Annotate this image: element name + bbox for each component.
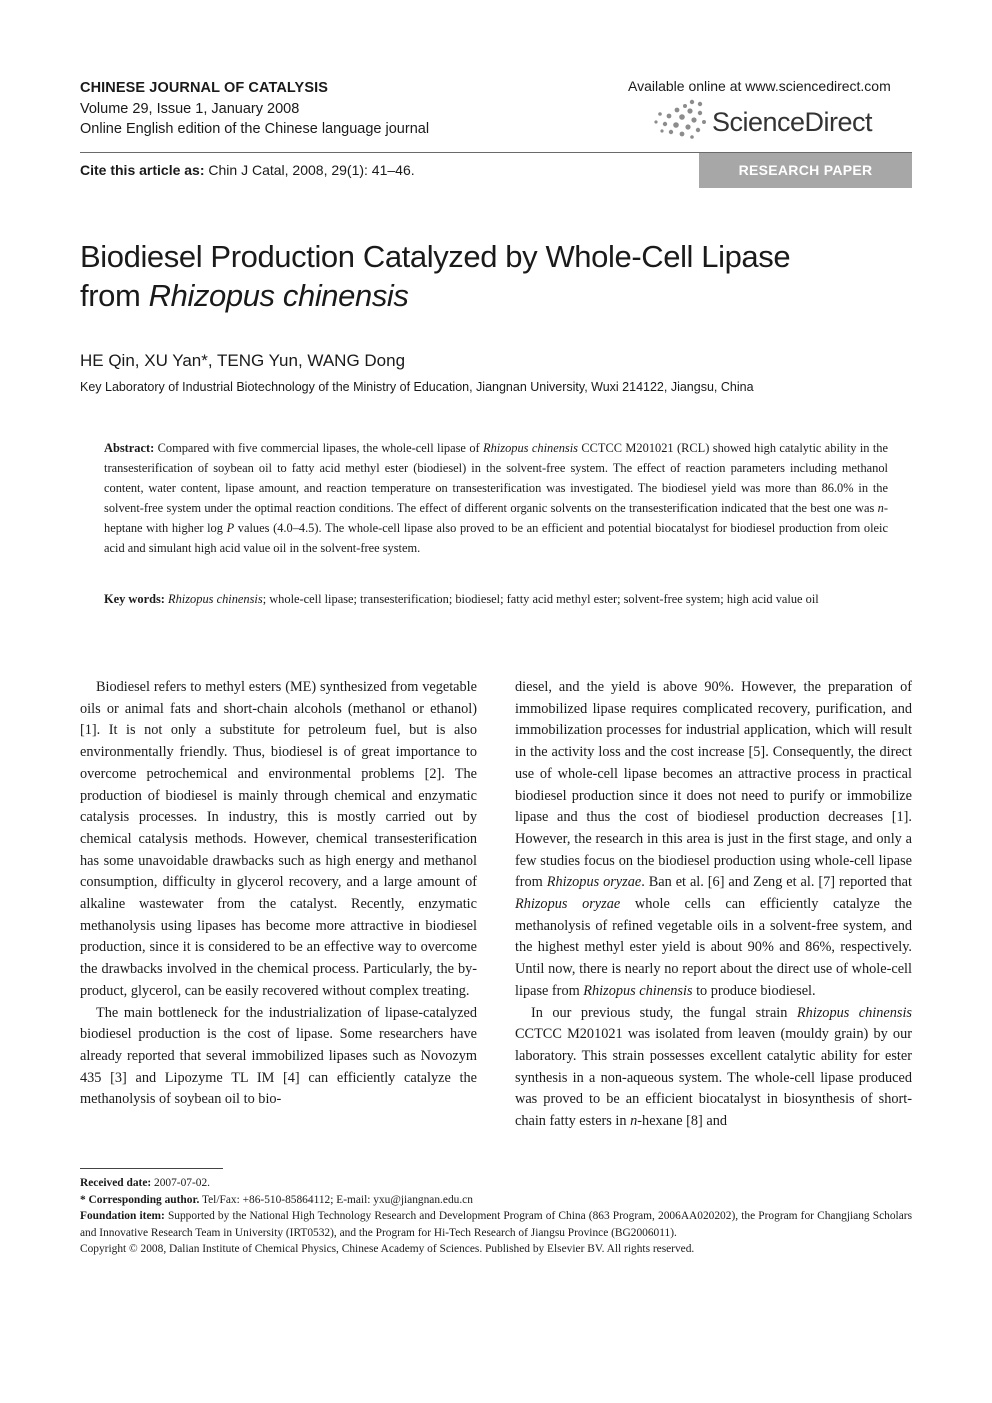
received-label: Received date: [80, 1177, 152, 1189]
keywords [104, 589, 888, 609]
p3-text-d: to produce biodiesel. [692, 982, 816, 999]
footnotes [80, 1175, 912, 1258]
received-date [80, 1175, 912, 1192]
abstract-text-4: values (4.0–4.5). The whole-cell lipase also proved to be an efficient and potential biocatalyst for biodiesel production from oleic acid and simulant high acid value oil in the solvent-free system. [104, 521, 888, 555]
sciencedirect-wordmark: ScienceDirect [712, 107, 873, 137]
body-paragraph-2: The main bottleneck for the industrialization of lipase-catalyzed biodiesel production is the cost of lipase. Some researchers have already reported that several immobilized lipases such as Novozym 435 [3] and Lipozyme TL IM [4] can efficiently catalyze the methanolysis of soybean oil to bio- [80, 1004, 477, 1108]
abstract-label: Abstract: [104, 441, 155, 455]
copyright: Copyright © 2008, Dalian Institute of Chemical Physics, Chinese Academy of Sciences. Published by Elsevier BV. All rights reserved. [80, 1243, 695, 1256]
received-value: 2007-07-02. [151, 1177, 211, 1189]
available-online-link[interactable]: Available online at www.sciencedirect.com [628, 78, 891, 94]
title-line-2-prefix: from [80, 278, 149, 313]
p3-text-b: . Ban et al. [6] and Zeng et al. [7] reported that [641, 874, 912, 891]
abstract-text-2: CCTCC M201021 (RCL) showed high catalytic ability in the transesterification of soybean oil to fatty acid methyl ester (biodiesel) in the solvent-free system. The effect of reaction parameters including methanol content, water content, lipase amount, and reaction temperature on transesterification was investigated. The biodiesel yield was more than 86.0% in the solvent-free system under the optimal reaction conditions. The effect of different organic solvents on the transesterification indicated that the best one was [104, 441, 888, 515]
title-species: Rhizopus chinensis [148, 278, 409, 313]
citation-text: Chin J Catal, 2008, 29(1): 41–46. [208, 162, 415, 178]
affiliation: Key Laboratory of Industrial Biotechnology of the Ministry of Education, Jiangnan University, Wuxi 214122, Jiangsu, China [80, 380, 754, 394]
journal-volume: Volume 29, Issue 1, January 2008 [80, 101, 300, 117]
author-list: HE Qin, XU Yan*, TENG Yun, WANG Dong [80, 351, 406, 370]
p4-species: Rhizopus chinensis [796, 1004, 912, 1021]
body-column-left [80, 677, 477, 1111]
body-paragraph-1: Biodiesel refers to methyl esters (ME) synthesized from vegetable oils or animal fats and short-chain alcohols (methanol or ethanol) [1]. It is not only a substitute for petroleum fuel, but is also environmentally friendly. Thus, biodiesel is of great importance to overcome petrochemical and environmental problems [2]. The production of biodiesel is mainly through chemical and enzymatic catalysis processes. In industry, this is mostly carried out by chemical catalysis methods. However, chemical transesterification has some unavoidable drawbacks such as high energy and methanol consumption, difficulty in glycerol recovery, and a large amount of alkaline wastewater from the catalyst. Recently, enzymatic methanolysis using lipases has become more attractive in biodiesel production, since it is considered to be an effective way to overcome the drawbacks involved in the chemical process. Particularly, the by-product, glycerol, can be easily recovered without complex treating. [80, 679, 477, 999]
abstract-p-symbol: P [226, 521, 235, 535]
p4-n-prefix: n [630, 1113, 638, 1130]
foundation-label: Foundation item: [80, 1210, 165, 1223]
foundation-value: Supported by the National High Technology Research and Development Program of China (863 Program, 2006AA020202), the Program for Changjiang Scholars and Innovative Research Team in University (IRT0532), and the Program for Hi-Tech Research of Jiangsu Province (BG2006011). [80, 1210, 913, 1239]
sciencedirect-dots-icon [652, 98, 708, 140]
abstract [104, 438, 888, 558]
abstract-n-prefix: n [877, 501, 884, 515]
body-paragraph-3 [515, 677, 912, 1003]
p3-species-3: Rhizopus chinensis [583, 982, 693, 999]
footnote-rule [80, 1168, 223, 1169]
citation-label: Cite this article as: [80, 162, 205, 178]
keywords-species: Rhizopus chinensis [168, 592, 263, 606]
body-column-right [515, 677, 912, 1133]
corresponding-author [80, 1192, 912, 1209]
abstract-text-1: Compared with five commercial lipases, the whole-cell lipase of [154, 441, 484, 455]
journal-name: CHINESE JOURNAL OF CATALYSIS [80, 80, 328, 96]
body-paragraph-4 [515, 1003, 912, 1133]
p3-species-2: Rhizopus oryzae [515, 896, 621, 913]
title-line-2 [80, 276, 880, 315]
sciencedirect-logo[interactable] [652, 98, 912, 140]
paper-type-badge: RESEARCH PAPER [699, 153, 912, 188]
p3-species-1: Rhizopus oryzae [546, 874, 642, 891]
corresponding-label: * Corresponding author. [80, 1193, 200, 1206]
corresponding-value: Tel/Fax: +86-510-85864112; E-mail: yxu@jiangnan.edu.cn [199, 1193, 473, 1206]
p4-text-c: -hexane [8] and [637, 1113, 728, 1130]
foundation-item [80, 1208, 912, 1241]
p3-text-a: diesel, and the yield is above 90%. However, the preparation of immobilized lipase requires complicated recovery, purification, and immobilization processes for industrial application, which will result in the activity loss and the cost increase [5]. Consequently, the direct use of whole-cell lipase becomes an attractive process in practical biodiesel production since it does not need to purify or immobilize lipase and thus the cost of biodiesel production decreases [1]. However, the research in this area is just in the first stage, and only a few studies focus on the biodiesel production using whole-cell lipase from [515, 679, 912, 891]
journal-edition: Online English edition of the Chinese language journal [80, 121, 430, 137]
p4-text-a: In our previous study, the fungal strain [531, 1004, 797, 1021]
title-line-1: Biodiesel Production Catalyzed by Whole-Cell Lipase [80, 239, 791, 274]
abstract-text-3: -heptane with higher log [104, 501, 888, 535]
abstract-species: Rhizopus chinensis [483, 441, 578, 455]
p4-text-b: CCTCC M201021 was isolated from leaven (mouldy grain) by our laboratory. This strain possesses excellent catalytic ability for ester synthesis in a non-aqueous system. The whole-cell lipase produced was proved to be an efficient biocatalyst in biosynthesis of short-chain fatty esters in [515, 1026, 912, 1130]
citation-line [80, 162, 415, 178]
p3-text-c: whole cells can efficiently catalyze the methanolysis of refined vegetable oils in a solvent-free system, and the highest methyl ester yield is about 90% and 86%, respectively. Until now, there is nearly no report about the direct use of whole-cell lipase from [515, 896, 912, 999]
keywords-rest: ; whole-cell lipase; transesterification; biodiesel; fatty acid methyl ester; solvent-free system; high acid value oil [262, 592, 819, 606]
article-title [80, 237, 880, 315]
keywords-label: Key words: [104, 592, 165, 606]
